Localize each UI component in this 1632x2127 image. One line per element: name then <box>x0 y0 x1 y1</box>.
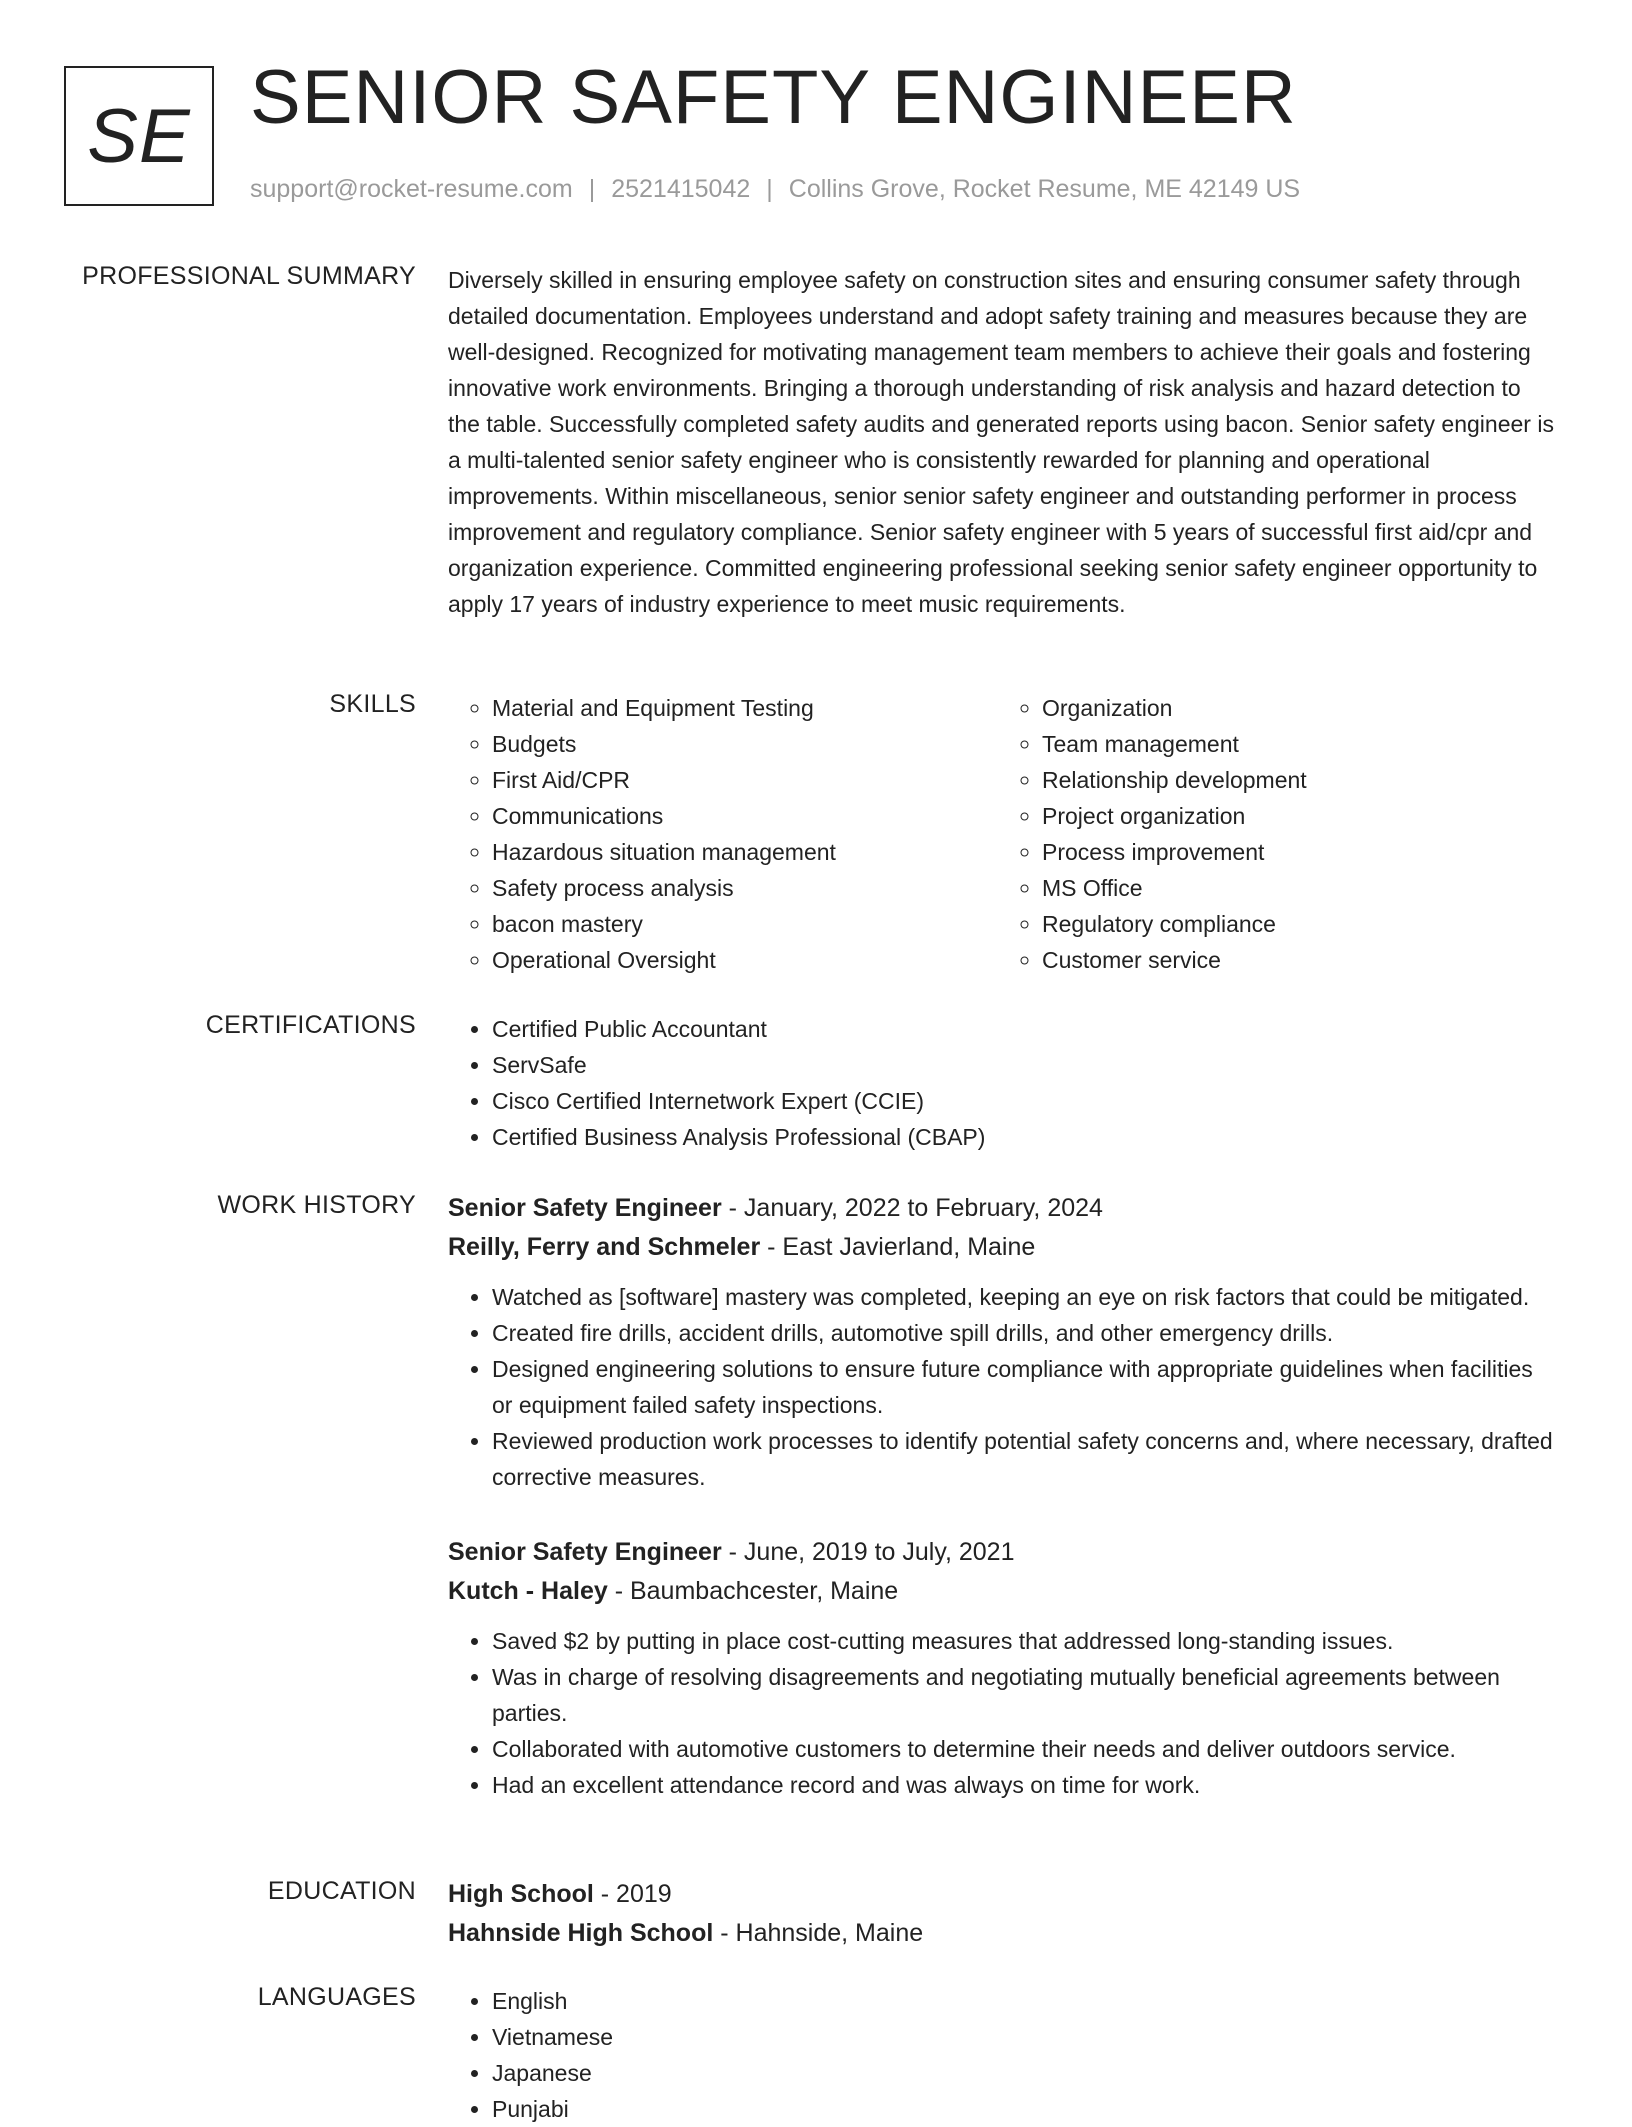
certification-item: • Cisco Certified Internetwork Expert (CCIE) <box>492 1083 1558 1119</box>
skill-item: ◦ MS Office <box>1042 870 1548 906</box>
job-company-line <box>448 1572 1558 1611</box>
skill-item: ◦ Customer service <box>1042 942 1548 978</box>
job-entry <box>448 1189 1558 1495</box>
monogram: SE <box>87 93 191 179</box>
job-bullet: • Created fire drills, accident drills, automotive spill drills, and other emergency drills. <box>492 1315 1558 1351</box>
skill-item: ◦ Regulatory compliance <box>1042 906 1548 942</box>
job-dates: - January, 2022 to February, 2024 <box>721 1194 1103 1222</box>
job-bullet: • Had an excellent attendance record and was always on time for work. <box>492 1767 1558 1803</box>
job-location: - East Javierland, Maine <box>760 1233 1036 1261</box>
monogram-box <box>64 66 214 206</box>
contact-email: support@rocket-resume.com <box>250 175 573 203</box>
skills-column-left <box>448 690 998 978</box>
section-label-skills: SKILLS <box>329 690 416 718</box>
section-label-languages: LANGUAGES <box>257 1983 416 2011</box>
education-degree: High School <box>448 1880 594 1908</box>
job-bullet: • Saved $2 by putting in place cost-cutting measures that addressed long-standing issues. <box>492 1623 1558 1659</box>
certification-item: • ServSafe <box>492 1047 1558 1083</box>
skill-item: ◦ Material and Equipment Testing <box>492 690 998 726</box>
skill-item: ◦ Safety process analysis <box>492 870 998 906</box>
job-bullet: • Reviewed production work processes to identify potential safety concerns and, where necessary, drafted corrective measures. <box>492 1423 1558 1495</box>
job-company: Kutch - Haley <box>448 1577 608 1605</box>
language-item: • Vietnamese <box>492 2019 1558 2055</box>
education-school-line <box>448 1914 1558 1953</box>
job-location: - Baumbachcester, Maine <box>607 1577 899 1605</box>
job-dates: - June, 2019 to July, 2021 <box>721 1538 1015 1566</box>
section-label-summary: PROFESSIONAL SUMMARY <box>82 262 416 290</box>
job-title-line <box>448 1533 1558 1572</box>
education-degree-line <box>448 1875 1558 1914</box>
job-bullet: • Designed engineering solutions to ensure future compliance with appropriate guidelines when facilities or equipment failed safety inspections. <box>492 1351 1558 1423</box>
job-company-line <box>448 1228 1558 1267</box>
certifications-list <box>448 1011 1558 1155</box>
job-title-line <box>448 1189 1558 1228</box>
skills-list <box>448 690 1558 978</box>
skill-item: ◦ Budgets <box>492 726 998 762</box>
job-title: Senior Safety Engineer <box>448 1194 722 1222</box>
certification-item: • Certified Public Accountant <box>492 1011 1558 1047</box>
skill-item: ◦ Process improvement <box>1042 834 1548 870</box>
languages-list <box>448 1983 1558 2127</box>
skill-item: ◦ Team management <box>1042 726 1548 762</box>
job-company: Reilly, Ferry and Schmeler <box>448 1233 761 1261</box>
job-bullet: • Was in charge of resolving disagreements and negotiating mutually beneficial agreements between parties. <box>492 1659 1558 1731</box>
language-item: • Japanese <box>492 2055 1558 2091</box>
certification-item: • Certified Business Analysis Professional (CBAP) <box>492 1119 1558 1155</box>
section-label-work-history: WORK HISTORY <box>217 1191 416 1219</box>
contact-separator: | <box>588 175 596 203</box>
contact-phone: 2521415042 <box>611 175 751 203</box>
education-location: - Hahnside, Maine <box>713 1919 924 1947</box>
job-title: Senior Safety Engineer <box>448 1538 722 1566</box>
contact-address: Collins Grove, Rocket Resume, ME 42149 US <box>788 175 1301 203</box>
skill-item: ◦ Hazardous situation management <box>492 834 998 870</box>
education-year: - 2019 <box>593 1880 672 1908</box>
summary-text: Diversely skilled in ensuring employee safety on construction sites and ensuring consumer safety through detailed documentation. Employees understand and adopt safety training and measures because they are well-designed. Recognized for motivating management team members to achieve their goals and fostering innovative work environments. Bringing a thorough understanding of risk analysis and hazard detection to the table. Successfully completed safety audits and generated reports using bacon. Senior safety engineer is a multi-talented senior safety engineer who is consistently rewarded for planning and operational improvements. Within miscellaneous, senior senior safety engineer and outstanding performer in process improvement and regulatory compliance. Senior safety engineer with 5 years of successful first aid/cpr and organization experience. Committed engineering professional seeking senior safety engineer opportunity to apply 17 years of industry experience to meet music requirements. <box>448 267 1554 617</box>
job-entry <box>448 1533 1558 1803</box>
section-label-certifications: CERTIFICATIONS <box>205 1011 416 1039</box>
language-item: • Punjabi <box>492 2091 1558 2127</box>
skill-item: ◦ Relationship development <box>1042 762 1548 798</box>
resume-title: SENIOR SAFETY ENGINEER <box>250 55 1297 140</box>
job-bullets <box>448 1623 1558 1803</box>
skill-item: ◦ First Aid/CPR <box>492 762 998 798</box>
skill-item: ◦ Communications <box>492 798 998 834</box>
contact-separator: | <box>766 175 773 203</box>
job-bullet: • Collaborated with automotive customers to determine their needs and deliver outdoors service. <box>492 1731 1558 1767</box>
education-school: Hahnside High School <box>448 1919 714 1947</box>
language-item: • English <box>492 1983 1558 2019</box>
skill-item: ◦ Operational Oversight <box>492 942 998 978</box>
job-bullets <box>448 1279 1558 1495</box>
skill-item: ◦ Organization <box>1042 690 1548 726</box>
skill-item: ◦ bacon mastery <box>492 906 998 942</box>
section-label-education: EDUCATION <box>267 1877 416 1905</box>
skills-column-right <box>998 690 1548 978</box>
job-bullet: • Watched as [software] mastery was completed, keeping an eye on risk factors that could be mitigated. <box>492 1279 1558 1315</box>
skill-item: ◦ Project organization <box>1042 798 1548 834</box>
contact-line <box>250 175 1300 204</box>
